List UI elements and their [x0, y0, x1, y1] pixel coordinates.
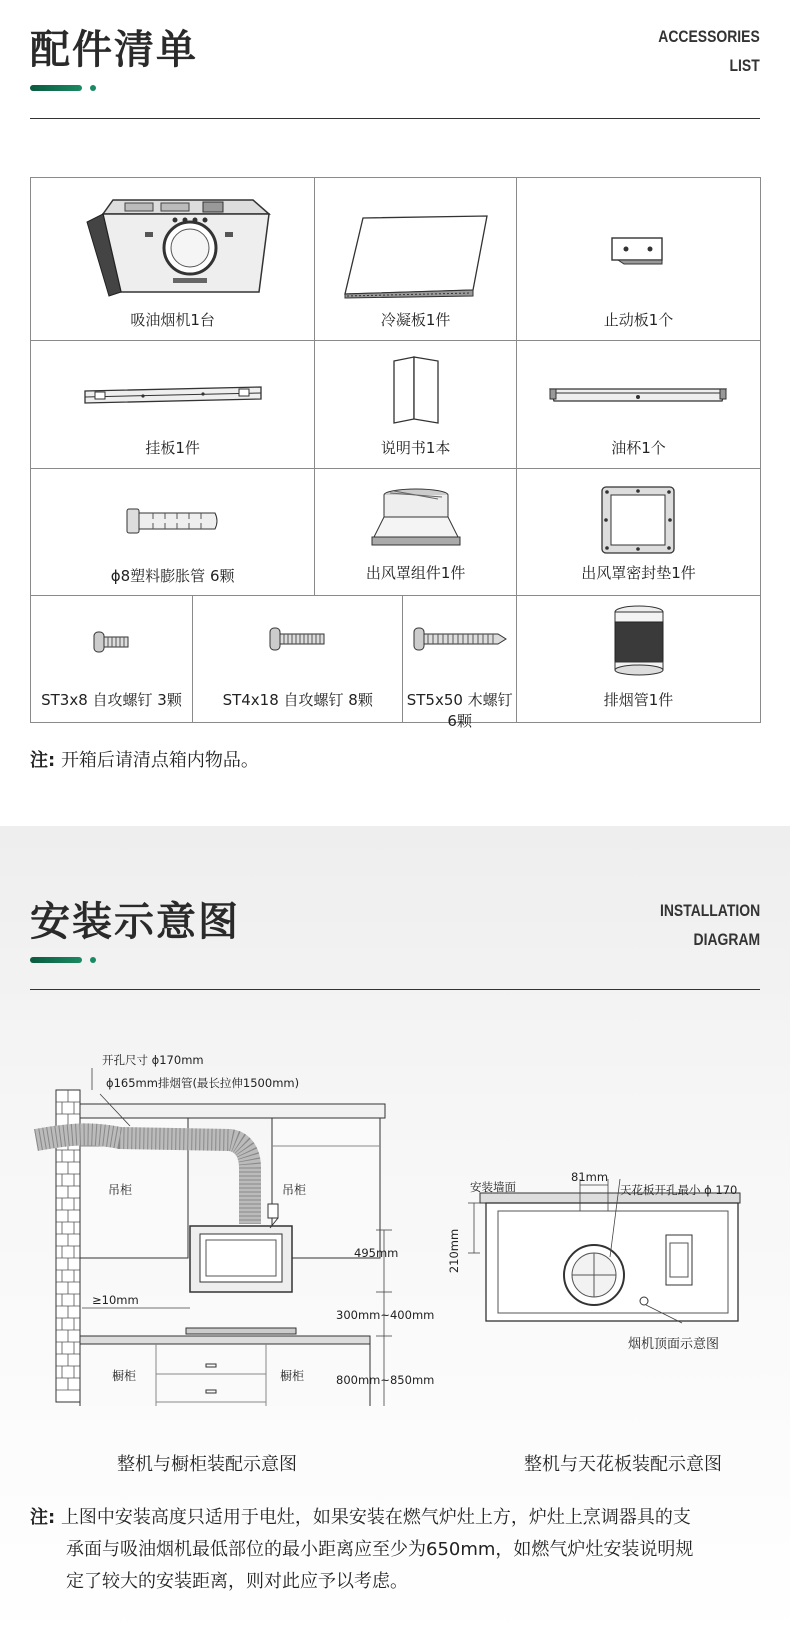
ceiling-diagram-caption: 整机与天花板装配示意图 — [524, 1454, 722, 1475]
accessory-label: 挂板1件 — [145, 439, 200, 457]
hood-height-dim: 495mm — [354, 1246, 399, 1260]
gap-dim: 300mm~400mm — [336, 1308, 435, 1322]
top-view-label: 烟机顶面示意图 — [628, 1337, 720, 1352]
ceiling-hole-label: 天花板开孔最小 ϕ 170 — [620, 1183, 738, 1197]
short-screw-icon — [92, 630, 132, 654]
counter-height-dim: 800mm~850mm — [336, 1373, 435, 1387]
wall-gap-dim: ≥10mm — [92, 1293, 139, 1307]
seal-gasket-icon — [598, 483, 678, 559]
manual-icon — [390, 355, 442, 425]
accessories-note — [30, 746, 259, 772]
accessory-cell — [31, 596, 193, 723]
outlet-hood-icon — [370, 487, 462, 549]
accessory-label: 排烟管1件 — [603, 691, 674, 709]
pipe-spec-label: ϕ165mm排烟管(最长拉伸1500mm) — [106, 1076, 300, 1090]
accessory-label: 出风罩组件1件 — [365, 564, 466, 582]
cabinet-lower-left-label: 橱柜 — [112, 1369, 137, 1383]
installation-note — [30, 1502, 765, 1598]
accessory-cell — [315, 178, 517, 341]
accessory-cell — [517, 596, 761, 723]
accessory-label: 说明书1本 — [380, 439, 451, 457]
stop-plate-icon — [608, 234, 668, 268]
accent-bar — [30, 85, 82, 91]
wall-label: 安装墙面 — [470, 1180, 516, 1194]
note-line1: 上图中安装高度只适用于电灶，如果安装在燃气炉灶上方，炉灶上烹调器具的支 — [60, 1507, 691, 1528]
hanging-plate-icon — [83, 385, 263, 407]
accessory-cell — [315, 469, 517, 596]
accessory-label: 吸油烟机1台 — [130, 311, 215, 329]
accessory-label: 出风罩密封垫1件 — [581, 564, 696, 582]
accessory-label: ST3x8 自攻螺钉 3颗 — [41, 691, 182, 709]
cabinet-lower-right-label: 橱柜 — [280, 1369, 305, 1383]
accessory-label: 冷凝板1件 — [380, 311, 451, 329]
wood-screw-icon — [412, 626, 508, 652]
accessory-label: ϕ8塑料膨胀管 6颗 — [110, 567, 235, 585]
note-text: 开箱后请清点箱内物品。 — [60, 750, 259, 771]
accessory-label: ST4x18 自攻螺钉 8颗 — [222, 691, 373, 709]
hole-size-label: 开孔尺寸 ϕ170mm — [102, 1053, 204, 1067]
divider-rule — [30, 989, 760, 990]
accessory-cell — [516, 469, 760, 596]
cabinet-assembly-diagram — [30, 1046, 450, 1406]
depth-dim: 210mm — [447, 1228, 462, 1274]
cabinet-upper-left-label: 吊柜 — [108, 1183, 133, 1197]
accent-dot — [90, 957, 96, 963]
title-en-line1: INSTALLATION — [659, 901, 760, 920]
note-label: 注: — [30, 750, 56, 771]
accessory-cell — [516, 341, 760, 469]
cooktop — [186, 1328, 296, 1334]
divider-rule — [30, 118, 760, 119]
accessory-cell — [193, 596, 403, 723]
medium-screw-icon — [268, 626, 328, 652]
installation-title: 安装示意图 — [30, 899, 240, 945]
accent-bar — [30, 957, 82, 963]
cabinet-diagram-caption: 整机与橱柜装配示意图 — [117, 1454, 297, 1475]
expansion-tube-icon — [125, 505, 221, 537]
offset-dim: 81mm — [571, 1170, 609, 1184]
accessories-title-en — [659, 22, 760, 80]
accessories-title: 配件清单 — [30, 27, 198, 73]
title-en-line2: DIAGRAM — [693, 930, 760, 949]
accessories-table — [30, 177, 761, 730]
exhaust-pipe-icon — [609, 604, 669, 676]
note-line2: 承面与吸油烟机最低部位的最小距离应至少为650mm，如燃气炉灶安装说明规 — [66, 1539, 694, 1560]
installation-title-en — [660, 896, 760, 954]
accessory-cell — [31, 469, 315, 596]
accessory-label: 止动板1个 — [603, 311, 674, 329]
accessory-cell — [403, 596, 517, 730]
accessory-cell — [31, 341, 315, 469]
accessory-label: ST5x50 木螺钉 6颗 — [406, 691, 513, 730]
accessory-label: 油杯1个 — [611, 439, 666, 457]
cabinet-upper-right-label: 吊柜 — [282, 1183, 307, 1197]
installation-section — [0, 826, 790, 1644]
accent-dot — [90, 85, 96, 91]
note-line3: 定了较大的安装距离，则对此应予以考虑。 — [66, 1571, 408, 1592]
oil-cup-icon — [548, 385, 728, 407]
range-hood-icon — [73, 192, 273, 304]
note-label: 注: — [30, 1507, 56, 1528]
accessory-cell — [315, 341, 517, 469]
condensing-plate-icon — [341, 214, 491, 300]
accessory-cell — [31, 178, 315, 341]
accessory-cell — [516, 178, 760, 341]
title-en-line1: ACCESSORIES — [658, 27, 760, 46]
title-en-line2: LIST — [729, 56, 760, 75]
